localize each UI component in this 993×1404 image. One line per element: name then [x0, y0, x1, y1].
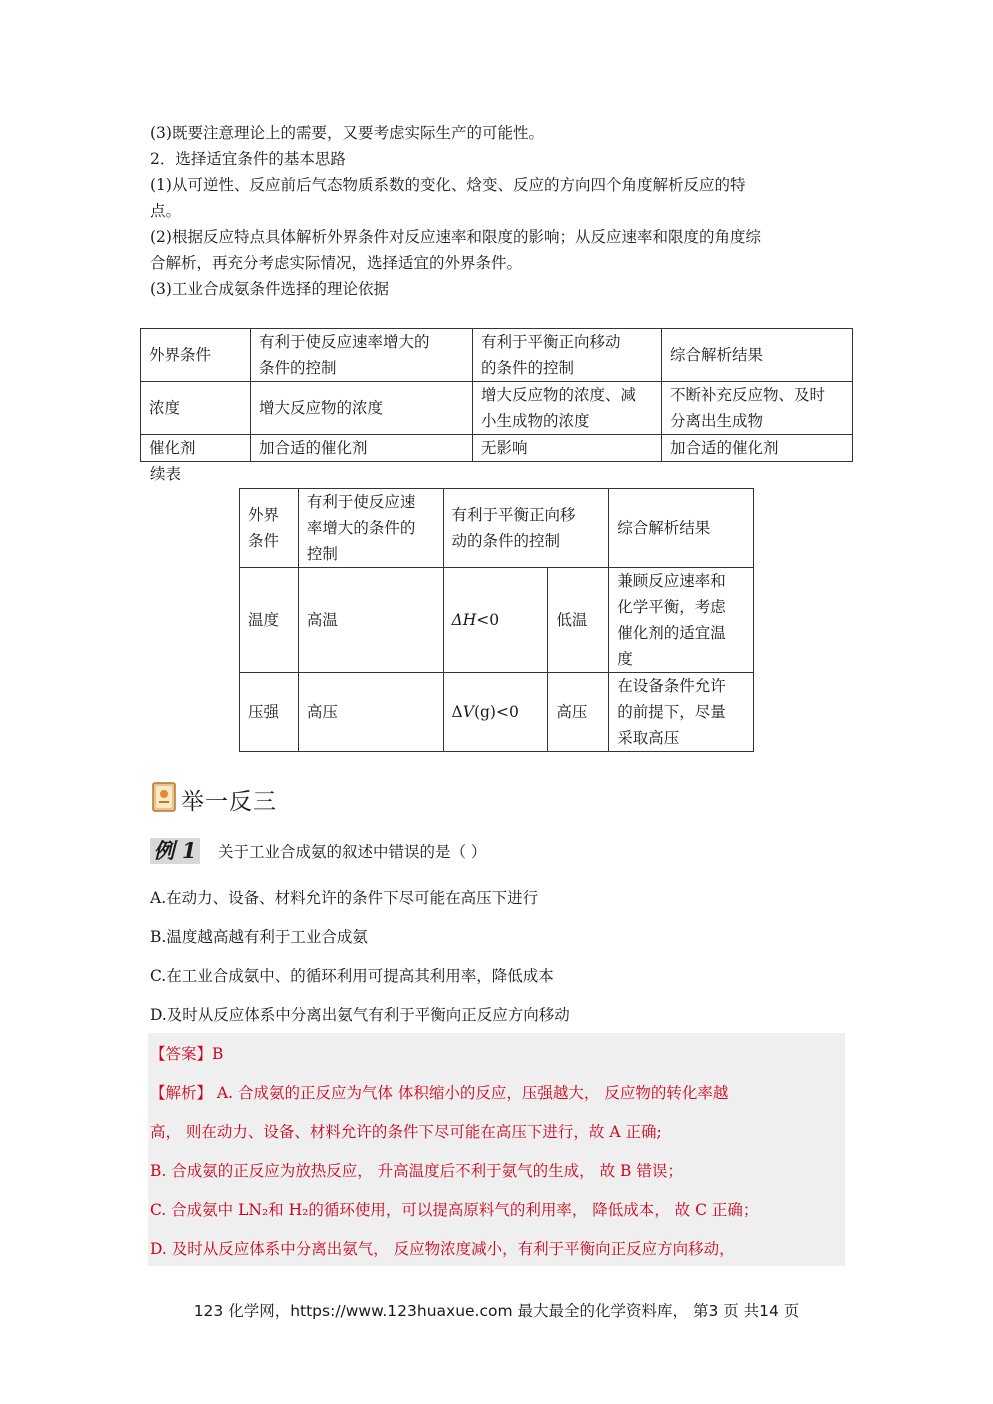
continued-label: 续表	[150, 465, 182, 483]
text-line: 点。	[150, 202, 182, 220]
text-line: (2)根据反应特点具体解析外界条件对反应速率和限度的影响；从反应速率和限度的角度综	[150, 228, 761, 246]
table-header: 有利于使反应速率增大的 条件的控制	[251, 329, 473, 382]
table-cell: 高压	[298, 673, 443, 752]
table-header: 有利于平衡正向移 动的条件的控制	[443, 489, 609, 568]
table-cell: 不断补充反应物、及时 分离出生成物	[662, 382, 853, 435]
analysis-line: D. 及时从反应体系中分离出氨气， 反应物浓度减小，有利于平衡向正反应方向移动，	[150, 1240, 735, 1258]
text-line: (1)从可逆性、反应前后气态物质系数的变化、焓变、反应的方向四个角度解析反应的特	[150, 176, 746, 194]
table-header: 有利于平衡正向移动 的条件的控制	[473, 329, 662, 382]
option-d: D.及时从反应体系中分离出氨气有利于平衡向正反应方向移动	[150, 1006, 570, 1024]
table-cell: ΔV(g)<0	[443, 673, 548, 752]
question-text: 关于工业合成氨的叙述中错误的是（ ）	[218, 843, 487, 861]
answer-panel	[148, 1033, 845, 1266]
text-line: 合解析，再充分考虑实际情况，选择适宜的外界条件。	[150, 254, 523, 272]
option-a: A.在动力、设备、材料允许的条件下尽可能在高压下进行	[150, 889, 539, 907]
table-cell: 高温	[298, 568, 443, 673]
table-header: 综合解析结果	[609, 489, 754, 568]
analysis-line: B. 合成氨的正反应为放热反应， 升高温度后不利于氨气的生成， 故 B 错误；	[150, 1162, 683, 1180]
analysis-line: 【解析】 A. 合成氨的正反应为气体 体积缩小的反应，压强越大， 反应物的转化率越	[150, 1084, 729, 1102]
table-header: 外界 条件	[240, 489, 299, 568]
table-cell: ΔH<0	[443, 568, 548, 673]
table-header: 有利于使反应速 率增大的条件的 控制	[298, 489, 443, 568]
table-cell: 无影响	[473, 435, 662, 462]
option-c: C.在工业合成氨中、的循环利用可提高其利用率，降低成本	[150, 967, 554, 985]
table-header: 综合解析结果	[662, 329, 853, 382]
table-cell: 浓度	[141, 382, 251, 435]
analysis-line: C. 合成氨中 LN₂和 H₂的循环使用，可以提高原料气的利用率， 降低成本， 故 C 正确；	[150, 1201, 759, 1219]
table-cell: 高压	[548, 673, 609, 752]
table-cell: 催化剂	[141, 435, 251, 462]
page-footer: 123 化学网，https://www.123huaxue.com 最大最全的化学资料库， 第3 页 共14 页	[193, 1302, 800, 1320]
text-line: 2．选择适宜条件的基本思路	[150, 150, 346, 168]
table-cell: 压强	[240, 673, 299, 752]
analysis-line: 高， 则在动力、设备、材料允许的条件下尽可能在高压下进行，故 A 正确;	[150, 1123, 662, 1141]
table-cell: 温度	[240, 568, 299, 673]
table-cell: 增大反应物的浓度、减 小生成物的浓度	[473, 382, 662, 435]
table-cell: 低温	[548, 568, 609, 673]
option-b: B.温度越高越有利于工业合成氨	[150, 928, 368, 946]
table-cell: 增大反应物的浓度	[251, 382, 473, 435]
table-cell: 在设备条件允许 的前提下，尽量 采取高压	[609, 673, 754, 752]
book-icon	[152, 782, 176, 812]
table-cell: 兼顾反应速率和 化学平衡，考虑 催化剂的适宜温 度	[609, 568, 754, 673]
table-cell: 加合适的催化剂	[251, 435, 473, 462]
section-title: 举一反三	[181, 789, 277, 815]
text-line: (3)既要注意理论上的需要，又要考虑实际生产的可能性。	[150, 124, 544, 142]
example-badge: 例 1	[150, 838, 200, 864]
table-cell: 加合适的催化剂	[662, 435, 853, 462]
conditions-table-continued	[239, 488, 754, 752]
answer-line: 【答案】B	[150, 1045, 224, 1063]
conditions-table	[140, 328, 853, 462]
table-header: 外界条件	[141, 329, 251, 382]
text-line: (3)工业合成氨条件选择的理论依据	[150, 280, 389, 298]
